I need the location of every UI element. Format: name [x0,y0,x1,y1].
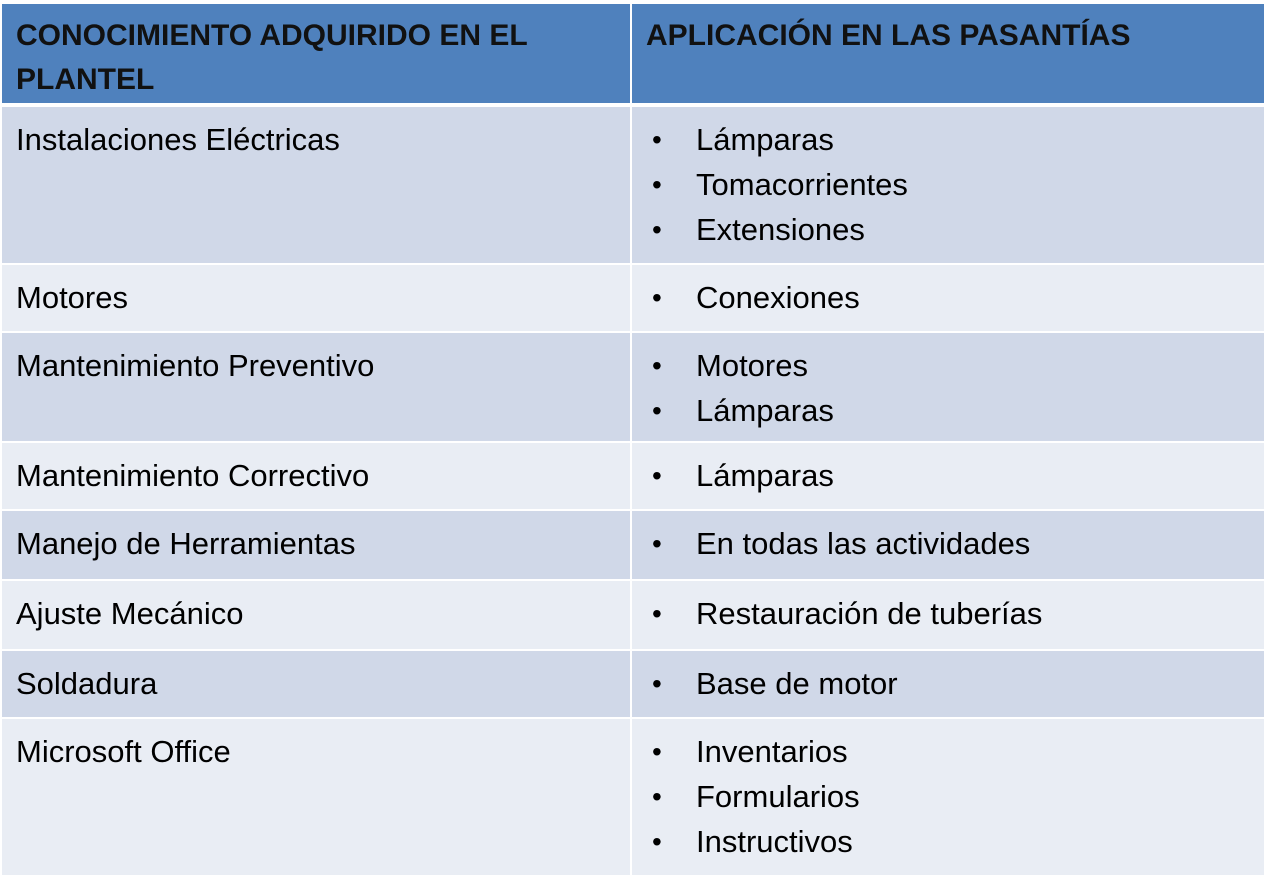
bullet-icon: • [652,214,662,245]
table-header-row [2,4,1264,107]
aplicacion-list [646,453,1250,498]
header-aplicacion: APLICACIÓN EN LAS PASANTÍAS [646,19,1131,52]
conocimiento-cell: Ajuste Mecánico [2,581,632,649]
list-item [646,207,1250,252]
aplicacion-cell [632,511,1264,579]
aplicacion-text: Instructivos [696,824,853,859]
aplicacion-cell [632,265,1264,331]
bullet-icon: • [652,826,662,857]
list-item [646,661,1250,706]
aplicacion-text: Conexiones [696,280,860,315]
bullet-icon: • [652,598,662,629]
header-conocimiento: CONOCIMIENTO ADQUIRIDO EN EL PLANTEL [2,4,632,103]
list-item [646,521,1250,566]
conocimiento-cell: Manejo de Herramientas [2,511,632,579]
conocimiento-cell: Mantenimiento Correctivo [2,443,632,509]
aplicacion-list [646,117,1250,252]
list-item [646,819,1250,864]
aplicacion-cell [632,333,1264,441]
aplicacion-text: Extensiones [696,212,865,247]
aplicacion-text: Formularios [696,779,860,814]
bullet-icon: • [652,736,662,767]
aplicacion-list [646,591,1250,636]
aplicacion-cell [632,107,1264,263]
aplicacion-text: Base de motor [696,666,898,701]
bullet-icon: • [652,124,662,155]
aplicacion-list [646,275,1250,320]
aplicacion-text: Restauración de tuberías [696,596,1043,631]
table-row [2,511,1264,581]
bullet-icon: • [652,460,662,491]
aplicacion-cell [632,651,1264,717]
list-item [646,729,1250,774]
aplicacion-list [646,729,1250,864]
bullet-icon: • [652,395,662,426]
aplicacion-text: Lámparas [696,393,834,428]
table-row [2,581,1264,651]
table-row [2,107,1264,265]
list-item [646,591,1250,636]
aplicacion-list [646,521,1250,566]
aplicacion-text: Inventarios [696,734,848,769]
conocimiento-cell: Instalaciones Eléctricas [2,107,632,263]
list-item [646,117,1250,162]
list-item [646,388,1250,433]
list-item [646,453,1250,498]
bullet-icon: • [652,282,662,313]
aplicacion-cell [632,719,1264,875]
list-item [646,275,1250,320]
knowledge-table [2,4,1264,877]
bullet-icon: • [652,169,662,200]
list-item [646,343,1250,388]
aplicacion-text: En todas las actividades [696,526,1031,561]
conocimiento-cell: Microsoft Office [2,719,632,875]
aplicacion-text: Motores [696,348,808,383]
conocimiento-cell: Soldadura [2,651,632,717]
bullet-icon: • [652,528,662,559]
aplicacion-list [646,343,1250,433]
bullet-icon: • [652,668,662,699]
table-row [2,443,1264,511]
table-row [2,651,1264,719]
list-item [646,162,1250,207]
table-row [2,719,1264,877]
aplicacion-cell [632,581,1264,649]
table-row [2,265,1264,333]
table-row [2,333,1264,443]
aplicacion-text: Lámparas [696,458,834,493]
aplicacion-cell [632,443,1264,509]
aplicacion-list [646,661,1250,706]
list-item [646,774,1250,819]
conocimiento-cell: Motores [2,265,632,331]
aplicacion-text: Tomacorrientes [696,167,908,202]
conocimiento-cell: Mantenimiento Preventivo [2,333,632,441]
bullet-icon: • [652,781,662,812]
aplicacion-text: Lámparas [696,122,834,157]
bullet-icon: • [652,350,662,381]
